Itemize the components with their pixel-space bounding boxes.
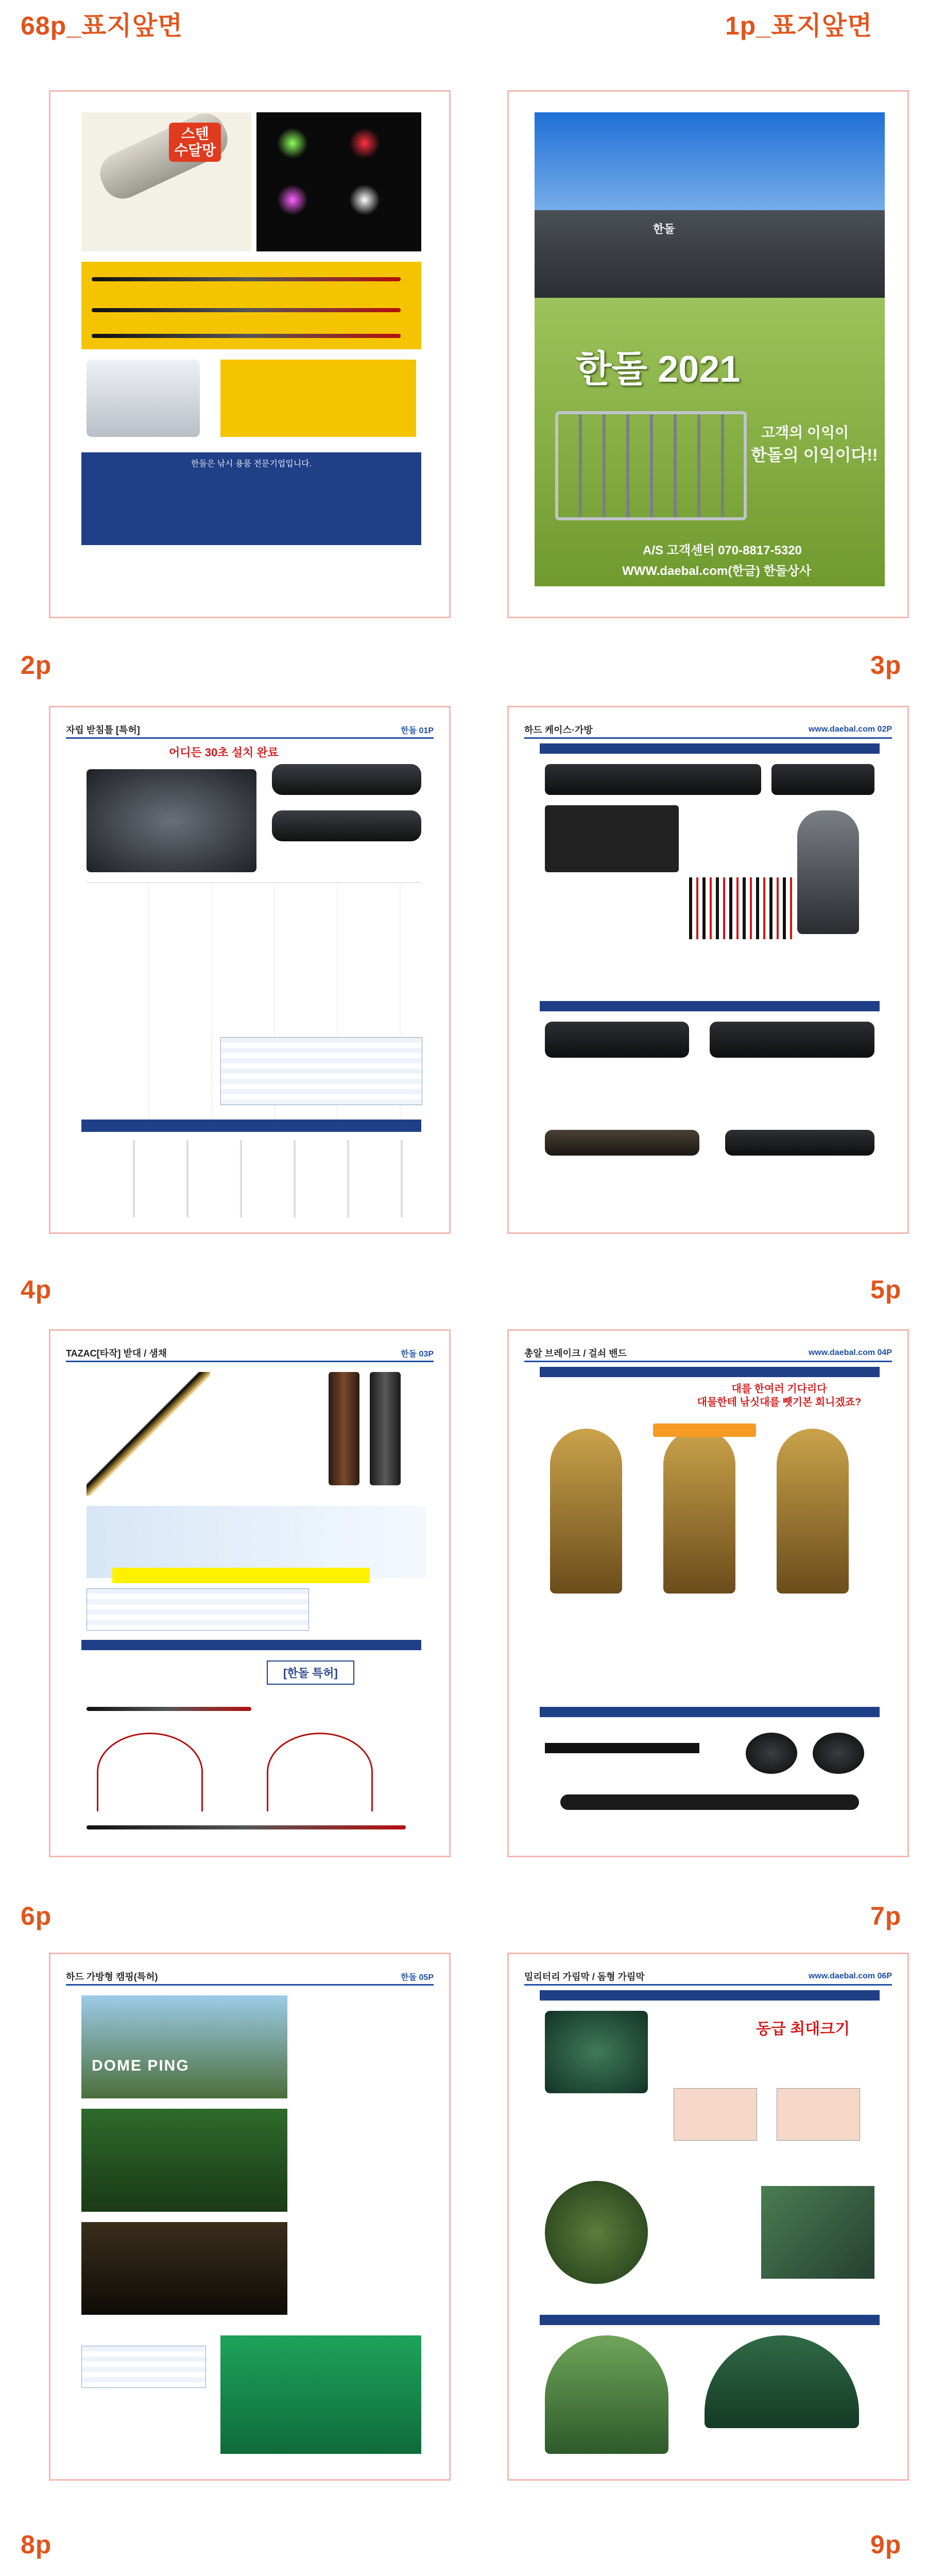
page-6p [49,1953,451,2481]
tazac-case [329,1372,359,1485]
cover-slogan-2: 한돌의 이익이다!! [751,446,878,464]
shelter-photo-2 [545,2335,668,2454]
page-2p [49,706,451,1234]
camo-circle [545,2181,648,2284]
page-4p-tag: 한돌 03P [401,1349,434,1359]
page-4p-title: TAZAC[타작] 받대 / 샘채 [66,1348,167,1359]
page-label-7p: 7p [870,1902,902,1930]
cover-rack [555,411,747,520]
rack-spec-table [220,1037,422,1105]
band-photo-3 [813,1733,864,1774]
page-5p [507,1329,909,1857]
cover-brand-big: 한돌 [576,349,648,390]
rods-in-case [689,877,792,939]
band-photo-2 [746,1733,797,1774]
accessory-photos [81,1140,421,1217]
led-red [349,128,380,159]
model-photo [797,810,859,934]
page-5p-header [524,1345,892,1362]
soft-case-4 [725,1130,874,1156]
stainless-net-title: 스텐 수달망 [169,123,221,162]
page-3p-section-bar-1 [540,743,880,754]
brake-photo-2 [663,1429,735,1594]
page-3p-header [524,722,892,739]
brake-photo-3 [777,1429,849,1594]
soft-case-2 [710,1022,874,1058]
rod-3 [92,334,401,338]
page-6p-title: 하드 가방형 캠핑(특허) [66,1972,158,1982]
page-5p-title: 총알 브레이크 / 걸쇠 밴드 [524,1348,627,1359]
page-7p-section-bar-1 [540,1990,880,2001]
page-2p-title: 자립 받침틀 [특허] [66,725,140,735]
cover-web: WWW.daebal.com(한글) 한돌상사 [622,564,812,578]
led-white [349,184,380,215]
scoop-diagram-2 [267,1733,373,1811]
page-4p-special: [한돌 특허] [267,1660,354,1685]
cover-year-brand [576,339,740,393]
band-photo-1 [545,1743,699,1753]
scoop-rod-1 [87,1707,251,1711]
led-green [277,128,308,159]
page-6p-tag: 한돌 05P [401,1973,434,1982]
rack-case-photo-2 [272,810,421,841]
tazac-rods-photo [87,1372,210,1496]
tazac-case-2 [370,1372,401,1485]
page-4p-section-bar [81,1640,421,1650]
shelter-photo-3 [705,2335,859,2428]
scoop-rod-2 [87,1825,406,1829]
page-2p-highlight: 어디든 30초 설치 완료 [169,746,279,759]
page-5p-question: 대를 한여러 기다리다 대물한테 낚싯대를 뺏기본 회니겠죠? [697,1383,862,1408]
page-label-6p: 6p [21,1902,52,1930]
page-3p-section-bar-2 [540,1001,880,1011]
tent-spec-table [81,2346,206,2388]
page-68p-back-cover [49,90,451,618]
tazac-spec-table [87,1588,309,1631]
page-5p-section-bar-1 [540,1367,880,1377]
soft-case-1 [545,1022,689,1058]
page-label-3p: 3p [870,651,902,680]
rack-case-photo [272,764,421,795]
page-2p-tag: 한돌 01P [401,726,434,735]
page-label-2p: 2p [21,651,52,680]
page-1p-front-cover [507,90,909,618]
shelter-diagram-2 [777,2088,860,2141]
page-label-1p: 1p_표지앞면 [725,11,873,40]
page-3p-title: 하드 케이스·가방 [524,725,593,735]
hard-case-2 [771,764,874,795]
page-7p-tag: www.daebal.com 06P [808,1972,892,1980]
rack-photo-main [87,769,256,872]
page-label-4p: 4p [21,1275,52,1304]
tent-photo-2 [81,2109,287,2212]
scoop-diagram-1 [97,1733,203,1811]
page-5p-orange-tag [653,1423,756,1437]
camo-photo [761,2186,874,2279]
band-photo-4 [560,1794,859,1810]
tazac-red-banner [112,1568,370,1583]
cooler-box [87,360,200,437]
rod-2 [92,308,401,312]
page-7p-header [524,1969,892,1986]
tent-photo-4 [220,2335,421,2454]
brake-photo-1 [550,1429,622,1594]
page-4p [49,1329,451,1857]
tent-photo-1-label: DOME PING [92,2057,190,2074]
page-7p-size-label: 동급 최대크기 [756,2021,850,2038]
shelter-photo-1 [545,2011,648,2093]
cover-year: 2021 [658,349,741,390]
cooler-info-panel [220,360,416,437]
page-label-68p: 68p_표지앞면 [21,11,183,40]
cover-brand: 한돌 [653,223,675,235]
cover-building [535,210,885,298]
page-7p-section-bar-2 [540,2315,880,2325]
shelter-diagram-1 [674,2088,757,2141]
page-6p-header [66,1969,434,1986]
tazac-hero-photo [87,1506,426,1578]
page-5p-tag: www.daebal.com 04P [808,1348,892,1357]
page-4p-header [66,1345,434,1362]
page-3p [507,706,909,1234]
page-3p-tag: www.daebal.com 02P [808,725,892,734]
tent-photo-1 [81,1995,287,2098]
led-pink [277,184,308,215]
page-label-9p: 9p [870,2530,902,2559]
page-2p-header [66,722,434,739]
page-7p-title: 밀리터리 가림막 / 돔형 가림막 [524,1972,645,1982]
soft-case-3 [545,1130,699,1156]
cover-slogan-1: 고객의 이익이 [761,425,849,440]
tent-photo-3 [81,2222,287,2315]
page-label-8p: 8p [21,2530,52,2559]
page-2p-footer-bar [81,1120,421,1132]
page-label-5p: 5p [870,1275,902,1304]
page-5p-section-bar-2 [540,1707,880,1717]
hard-case-1 [545,764,761,795]
page-7p [507,1953,909,2481]
hard-case-open [545,805,679,872]
notice-text: 한돌은 낚시 용품 전문기업입니다. [191,460,312,468]
rod-1 [92,277,401,281]
cover-service: A/S 고객센터 070-8817-5320 [643,544,802,557]
